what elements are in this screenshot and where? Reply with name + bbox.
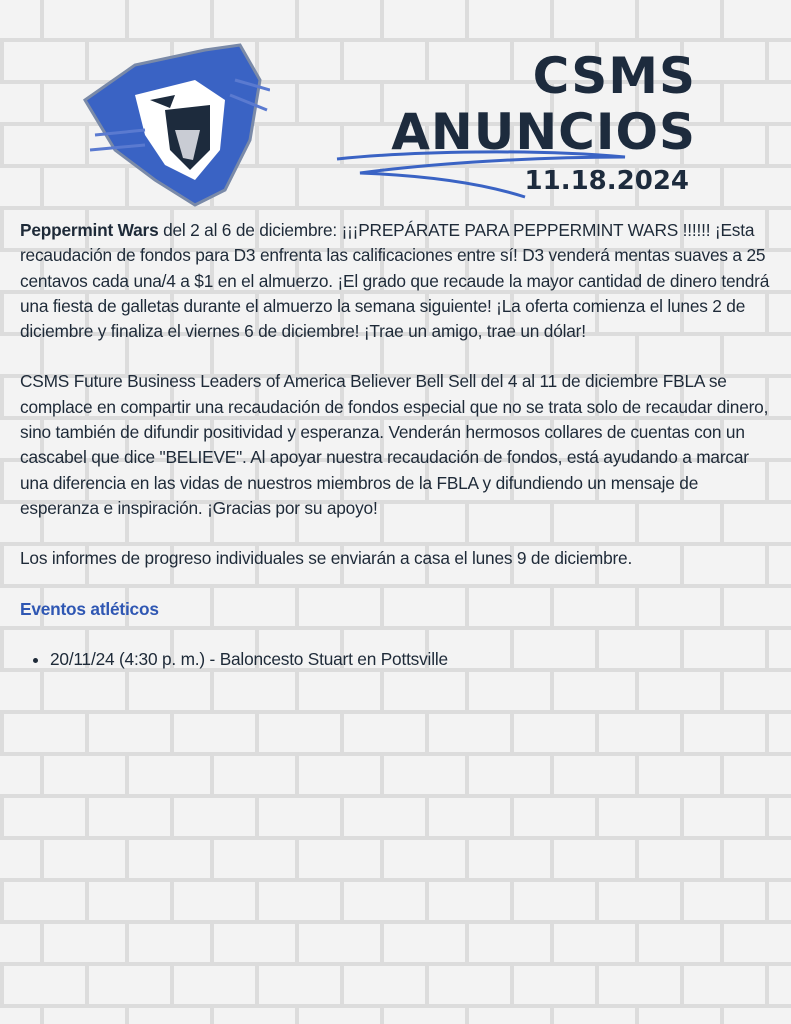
athletics-heading: Eventos atléticos [20, 598, 159, 619]
date: 11.18.2024 [524, 166, 689, 196]
announcement-text: del 2 al 6 de diciembre: ¡¡¡PREPÁRATE PARA PEPPERMINT WARS !!!!!! ¡Esta recaudación de fondos para D3 enfrenta las calificaciones entre sí! D3 venderá mentas suaves a 25 centavos cada una/4 a $1 en el almuerzo. ¡El grado que recaude la mayor cantidad de dinero tendrá una fiesta de galletas durante el almuerzo la semana siguiente! ¡La oferta comienza el lunes 2 de diciembre y finaliza el viernes 6 de diciembre! ¡Trae un amigo, trae un dólar! [20, 220, 770, 342]
announcement-progress-reports: Los informes de progreso individuales se enviarán a casa el lunes 9 de diciembre. [20, 548, 633, 569]
announcement-fbla: CSMS Future Business Leaders of America Believer Bell Sell del 4 al 11 de diciembre FBLA se complace en compartir una recaudación de fondos especial que no se trata solo de recaudar dinero, sino también de difundir positividad y esperanza. Venderán hermosos collares de cuentas con un cascabel que dice "BELIEVE". Al apoyar nuestra recaudación de fondos, está ayudando a marcar una diferencia en las vidas de nuestros miembros de la FBLA y difundiendo un mensaje de esperanza e inspiración. ¡Gracias por su apoyo! [20, 371, 769, 518]
announcement-heading: Peppermint Wars [20, 220, 159, 240]
announcements [20, 218, 780, 672]
announcement-peppermint-wars [20, 218, 780, 344]
list-item: • 20/11/24 (4:30 p. m.) - Baloncesto Stuart en Pottsville [50, 647, 780, 672]
title-line-1: CSMS [532, 47, 696, 105]
athletics-list [20, 647, 780, 672]
wildcat-mascot-logo [75, 40, 270, 210]
title-line-2: ANUNCIOS [391, 103, 696, 161]
page-title [391, 48, 696, 160]
athletics-section [20, 597, 780, 673]
